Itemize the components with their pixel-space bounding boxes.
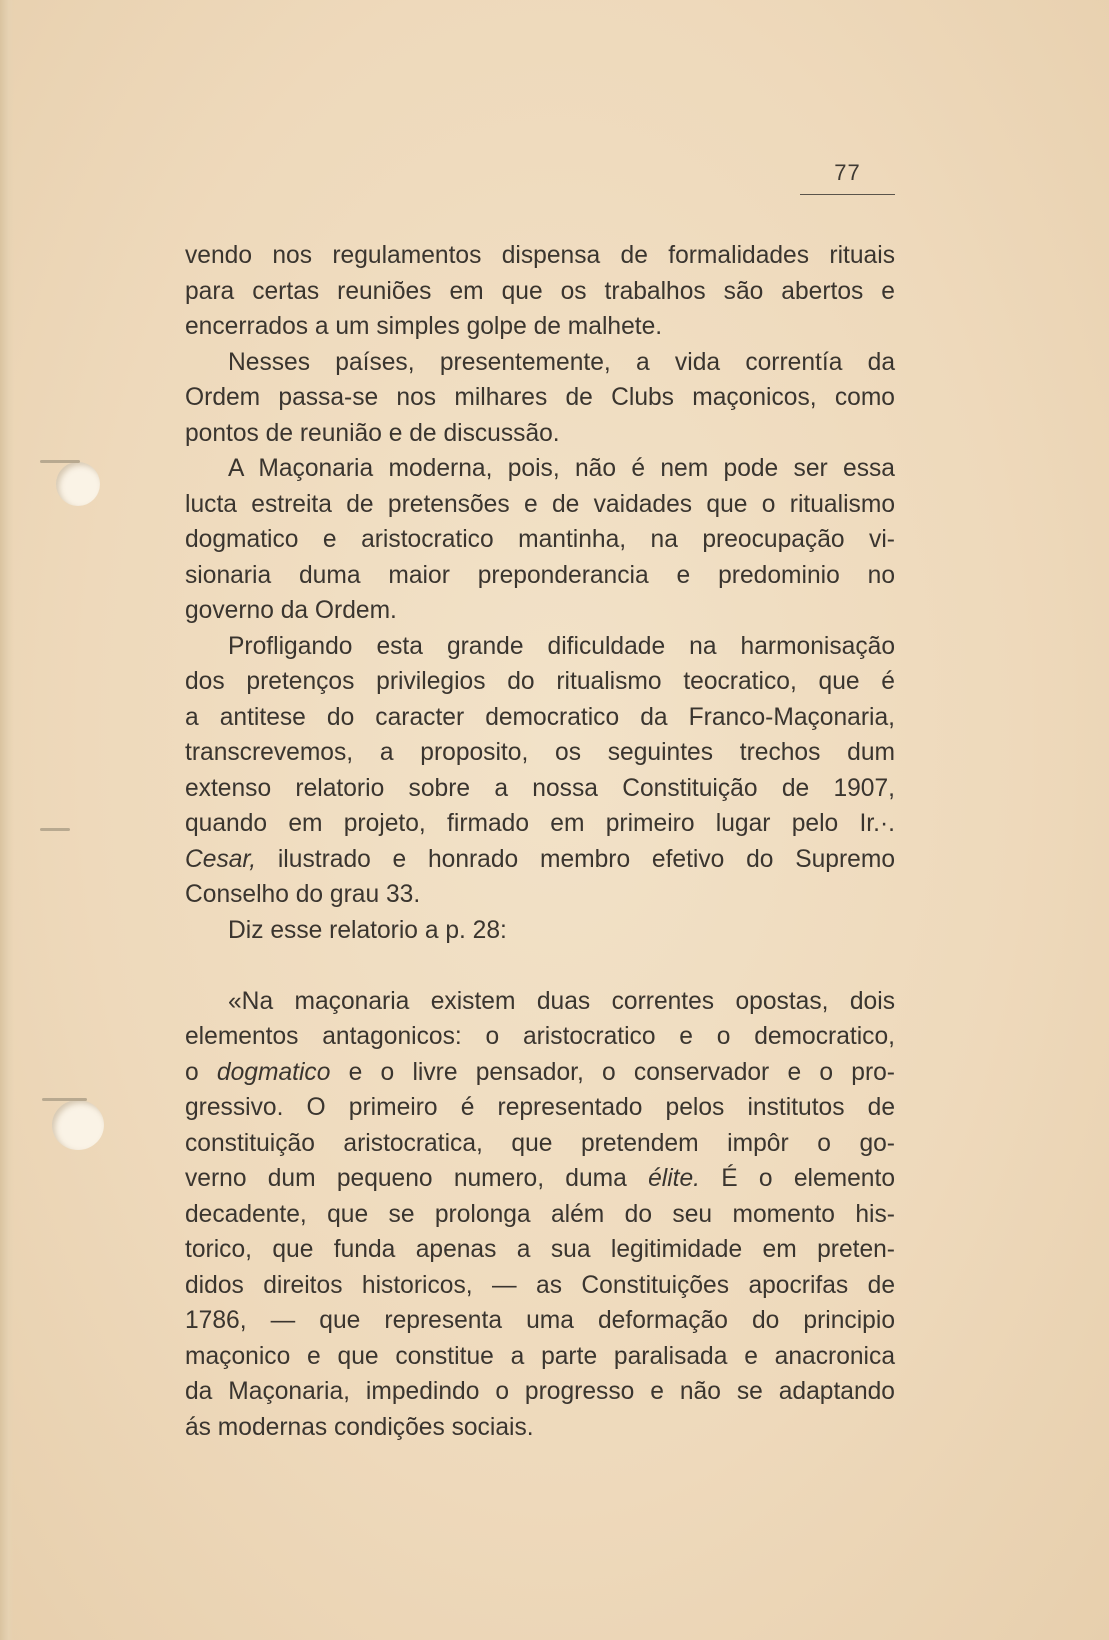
italic-name: Cesar, xyxy=(185,845,257,873)
text-line: vendo nos regulamentos dispensa de formalidades rituais xyxy=(185,242,895,269)
text-line: «Na maçonaria existem duas correntes opostas, dois xyxy=(228,987,895,1015)
text-line: elementos antagonicos: o aristocratico e o democratico, xyxy=(185,1023,895,1050)
text-line: Conselho do grau 33. xyxy=(185,881,421,908)
body-text xyxy=(185,238,895,1445)
text-line: didos direitos historicos, — as Constituições apocrifas de xyxy=(185,1271,895,1299)
text-line: maçonico e que constitue a parte paralisada e anacronica xyxy=(185,1342,895,1370)
text-line: para certas reuniões em que os trabalhos são abertos e xyxy=(185,277,895,305)
text-line: Diz esse relatorio a p. 28: xyxy=(228,916,507,944)
italic-word: dogmatico xyxy=(216,1058,331,1086)
text-line: decadente, que se prolonga além do seu momento his- xyxy=(185,1200,895,1228)
text-line xyxy=(185,1161,895,1197)
text-line: pontos de reunião e de discussão. xyxy=(185,419,560,447)
page-number: 77 xyxy=(834,160,861,185)
blank-line xyxy=(185,948,895,984)
text-line: torico, que funda apenas a sua legitimidade em preten- xyxy=(185,1236,895,1263)
text-line: lucta estreita de pretensões e de vaidades que o ritualismo xyxy=(185,490,895,518)
punch-hole-lower xyxy=(52,1100,104,1150)
text-line: dogmatico e aristocratico mantinha, na preocupação vi- xyxy=(185,526,895,553)
text-line: 1786, — que representa uma deformação do principio xyxy=(185,1307,895,1334)
text-line: Nesses países, presentemente, a vida correntía da xyxy=(228,348,895,376)
text-line: da Maçonaria, impedindo o progresso e não se adaptando xyxy=(185,1378,895,1405)
italic-word: élite. xyxy=(648,1165,701,1192)
text-line: dos pretenços privilegios do ritualismo teocratico, que é xyxy=(185,668,895,695)
punch-hole-upper xyxy=(56,462,100,506)
text-fragment: e o livre pensador, o conservador e o pro- xyxy=(348,1058,896,1086)
edge-mark xyxy=(40,460,80,463)
text-line xyxy=(185,842,895,878)
text-line xyxy=(185,1055,895,1091)
text-line: governo da Ordem. xyxy=(185,597,397,624)
edge-mark xyxy=(40,828,70,831)
text-line: extenso relatorio sobre a nossa Constituição de 1907, xyxy=(185,774,895,802)
text-line: quando em projeto, firmado em primeiro lugar pelo Ir.·. xyxy=(185,810,895,837)
edge-mark xyxy=(42,1098,87,1101)
text-fragment: ilustrado e honrado membro efetivo do Supremo xyxy=(277,845,895,873)
text-line: Profligando esta grande dificuldade na harmonisação xyxy=(228,632,895,660)
page-number-rule xyxy=(800,194,895,195)
text-fragment: o xyxy=(185,1058,199,1086)
text-line: Ordem passa-se nos milhares de Clubs maçonicos, como xyxy=(185,384,895,411)
text-line: ás modernas condições sociais. xyxy=(185,1413,534,1441)
text-fragment: É o elemento xyxy=(721,1165,895,1192)
text-line: constituição aristocratica, que pretendem impôr o go- xyxy=(185,1129,895,1157)
text-line: a antitese do caracter democratico da Franco-Maçonaria, xyxy=(185,703,895,731)
page-left-edge xyxy=(0,0,14,1640)
text-line: A Maçonaria moderna, pois, não é nem pode ser essa xyxy=(228,455,895,482)
text-fragment: verno dum pequeno numero, duma xyxy=(185,1165,627,1192)
text-line: gressivo. O primeiro é representado pelos institutos de xyxy=(185,1094,895,1121)
text-line: transcrevemos, a proposito, os seguintes trechos dum xyxy=(185,739,895,766)
text-line: sionaria duma maior preponderancia e predominio no xyxy=(185,561,895,589)
text-line: encerrados a um simples golpe de malhete. xyxy=(185,313,663,340)
